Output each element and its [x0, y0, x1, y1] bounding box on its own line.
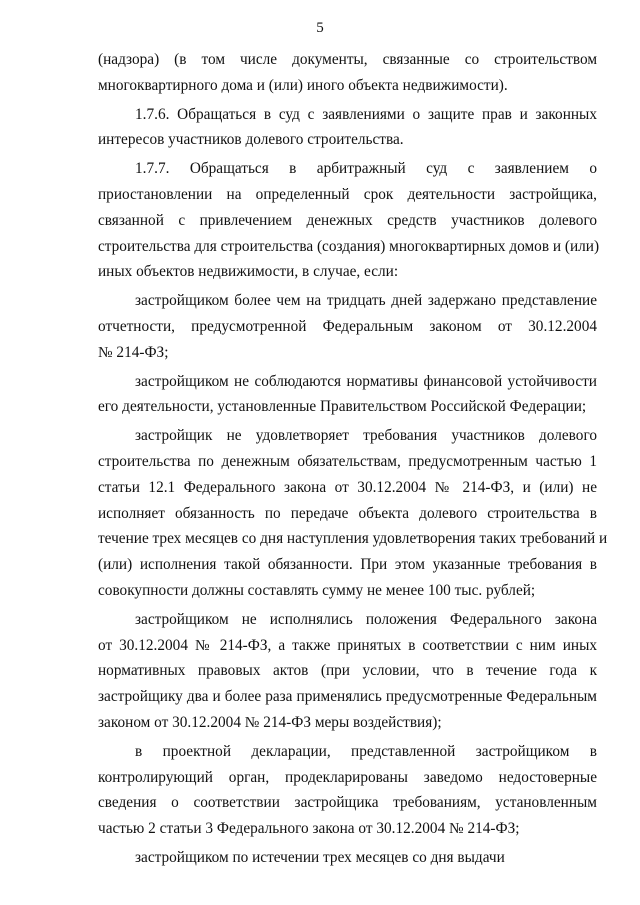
text-line: застройщиком не соблюдаются нормативы финансовой устойчивости	[135, 372, 597, 390]
text-line: статьи 12.1 Федерального закона от 30.12.2004 № 214-ФЗ, и (или) не	[98, 478, 597, 496]
text-line: № 214-ФЗ;	[98, 343, 169, 361]
text-line: застройщику два и более раза применялись предусмотренные Федеральным	[98, 688, 597, 706]
text-line: строительства по денежным обязательствам, предусмотренным частью 1	[98, 452, 597, 470]
text-line: нормативных правовых актов (при условии, что в течение года к	[98, 662, 597, 680]
text-line: многоквартирного дома и (или) иного объекта недвижимости).	[98, 76, 508, 94]
text-line: приостановлении на определенный срок деятельности застройщика,	[98, 185, 597, 203]
page-number: 5	[316, 20, 324, 36]
paragraph-case-1	[98, 288, 597, 365]
text-line: застройщиком по истечении трех месяцев со дня выдачи	[135, 848, 505, 866]
paragraph-p-1-7-6	[98, 102, 597, 154]
text-line: интересов участников долевого строительства.	[98, 131, 404, 149]
text-line: иных объектов недвижимости, в случае, если:	[98, 263, 399, 281]
text-line: связанной с привлечением денежных средств участников долевого	[98, 211, 597, 229]
text-line: исполняет обязанность по передаче объекта долевого строительства в	[98, 504, 597, 522]
paragraph-case-4	[98, 607, 597, 736]
text-line: 1.7.7. Обращаться в арбитражный суд с заявлением о	[135, 160, 597, 178]
text-line: его деятельности, установленные Правительством Российской Федерации;	[98, 398, 587, 416]
text-line: течение трех месяцев со дня наступления удовлетворения таких требований и	[98, 530, 608, 548]
text-line: (надзора) (в том числе документы, связанные со строительством	[98, 51, 597, 68]
text-line: застройщиком более чем на тридцать дней задержано представление	[135, 292, 597, 310]
text-line: в проектной декларации, представленной застройщиком в	[135, 742, 597, 760]
text-line: 1.7.6. Обращаться в суд с заявлениями о защите прав и законных	[135, 105, 597, 123]
text-line: застройщиком не исполнялись положения Федерального закона	[135, 610, 597, 628]
text-line: контролирующий орган, продекларированы заведомо недостоверные	[98, 768, 597, 786]
paragraph-p-1-7-7	[98, 156, 600, 285]
text-line: сведения о соответствии застройщика требованиям, установленным	[98, 794, 597, 812]
document-body	[98, 47, 608, 871]
text-line: застройщик не удовлетворяет требования участников долевого	[135, 427, 597, 445]
paragraph-case-2	[98, 369, 597, 421]
text-line: частью 2 статьи 3 Федерального закона от 30.12.2004 № 214-ФЗ;	[98, 820, 520, 838]
paragraph-continuation	[98, 47, 597, 99]
text-line: отчетности, предусмотренной Федеральным законом от 30.12.2004	[98, 317, 597, 335]
paragraph-case-5	[98, 739, 597, 842]
text-line: совокупности должны составлять сумму не менее 100 тыс. рублей;	[98, 581, 536, 599]
text-line: от 30.12.2004 № 214-ФЗ, а также принятых в соответствии с ним иных	[98, 636, 597, 654]
paragraph-case-6	[98, 845, 597, 871]
text-line: законом от 30.12.2004 № 214-ФЗ меры воздействия);	[98, 713, 442, 731]
text-line: строительства для строительства (создания) многоквартирных домов и (или)	[98, 237, 600, 255]
paragraph-case-3	[98, 423, 608, 604]
text-line: (или) исполнения такой обязанности. При этом указанные требования в	[98, 556, 597, 574]
